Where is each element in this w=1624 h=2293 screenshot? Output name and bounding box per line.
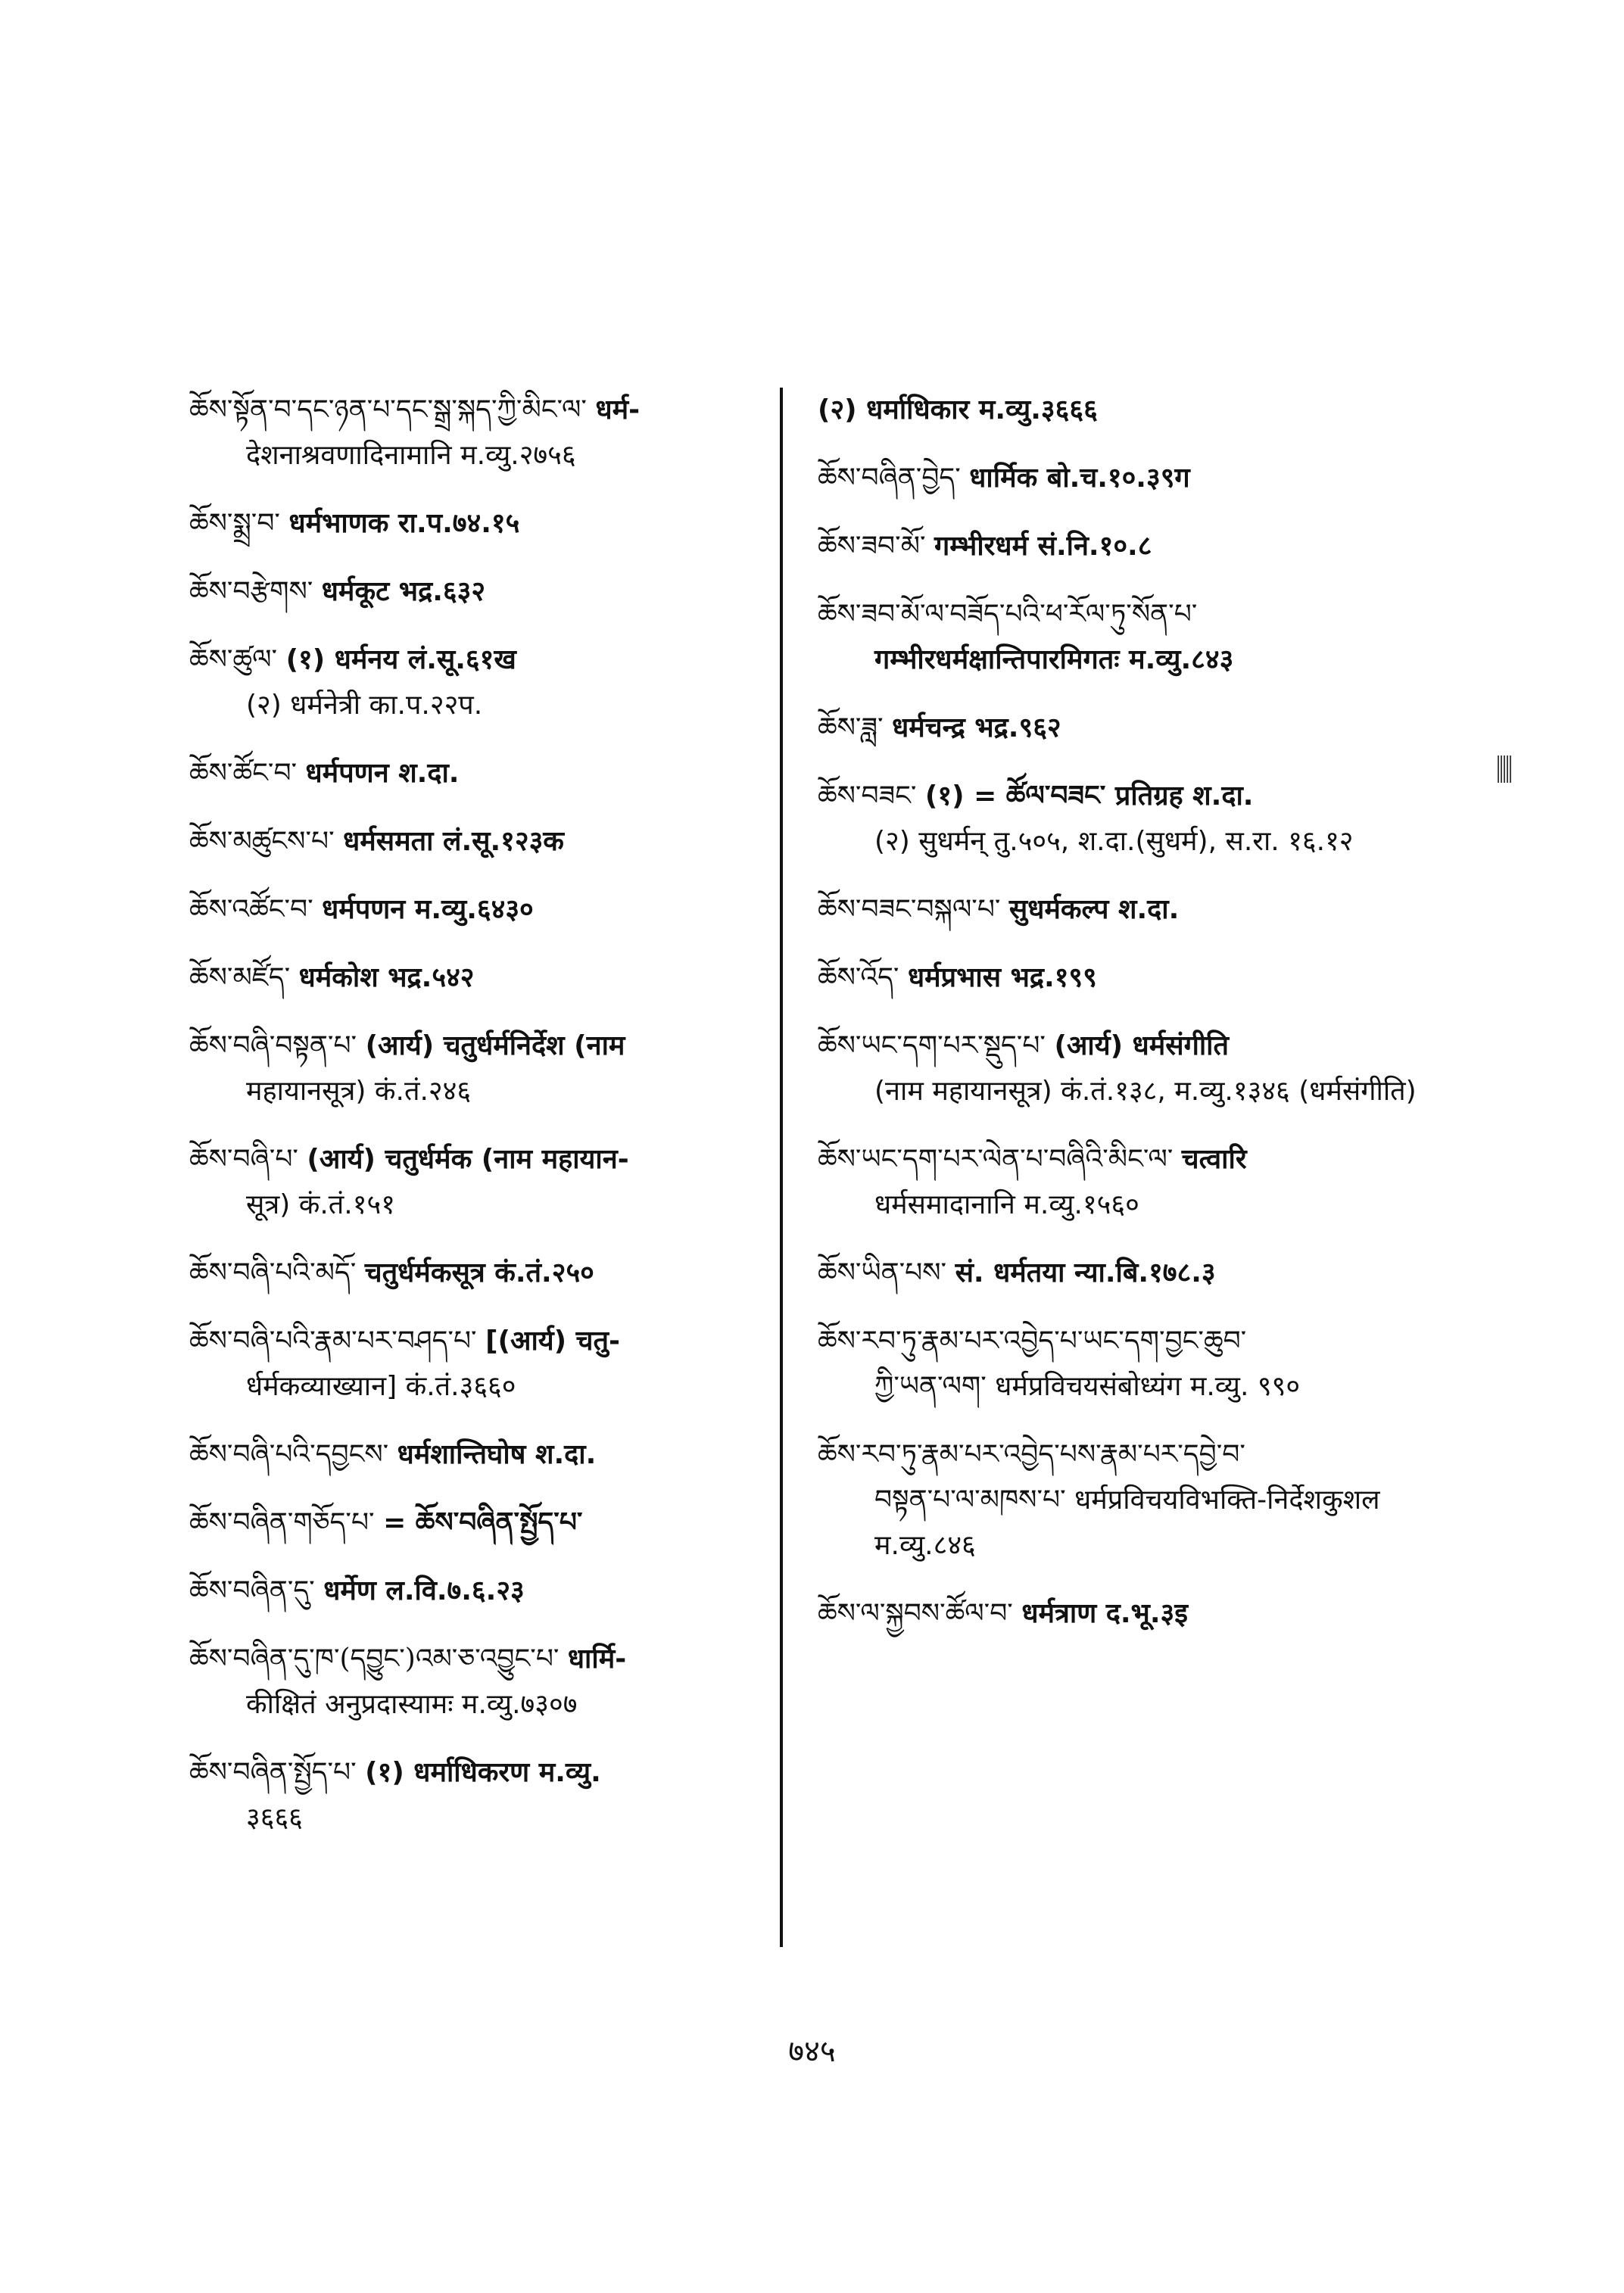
sanskrit-equivalent: चत्वारि: [1181, 1144, 1247, 1175]
dictionary-entry: [189, 1023, 795, 1114]
sanskrit-equivalent: (आर्य) धर्मसंगीति: [1054, 1030, 1230, 1061]
dictionary-entry: [818, 1251, 1439, 1296]
dictionary-entry: [189, 1137, 795, 1228]
dictionary-entry: [818, 774, 1439, 865]
dictionary-entry: [818, 592, 1439, 683]
tibetan-headword: ཆོས་ལ་སྐྱབས་ཚོལ་བ་: [818, 1598, 1013, 1629]
dictionary-entry: [818, 706, 1439, 751]
entry-continuation: देशनाश्रवणादिनामानि म.व्यु.२७५६: [246, 440, 576, 471]
sanskrit-equivalent: (१) धर्मनय लं.सू.६१ख: [285, 644, 516, 675]
entry-continuation: (नाम महायानसूत्र) कं.तं.१३८, म.व्यु.१३४६ (धर्मसंगीति): [874, 1076, 1417, 1107]
dictionary-entry: [189, 1251, 795, 1296]
tibetan-headword: ཆོས་རབ་ཏུ་རྣམ་པར་འབྱེད་པ་ཡང་དག་བྱང་ཆུབ་: [818, 1326, 1247, 1357]
entry-continuation: र्धर्मकव्याख्यान] कं.तं.३६६०: [246, 1371, 516, 1402]
dictionary-entry: [818, 388, 1439, 433]
sanskrit-equivalent: धर्मशान्तिघोष श.दा.: [397, 1439, 597, 1470]
entry-continuation: བསྟན་པ་ལ་མཁས་པ་ धर्मप्रविचयविभक्ति-निर्देशकुशल म.व्यु.८४६: [874, 1485, 1380, 1561]
tibetan-headword: ཆོས་ཡང་དག་པར་སྡུད་པ་: [818, 1030, 1046, 1061]
sanskrit-equivalent: (१) धर्माधिकरण म.व्यु.: [365, 1757, 601, 1788]
tibetan-headword: ཆོས་འཚོང་བ་: [189, 894, 313, 925]
dictionary-entry: [189, 637, 795, 728]
dictionary-entry: [189, 955, 795, 1001]
entry-continuation: कीक्षितं अनुप्रदास्यामः म.व्यु.७३०७: [246, 1689, 578, 1720]
tibetan-headword: ཆོས་ཟབ་མོ་: [818, 531, 926, 562]
sanskrit-equivalent: धार्मिक बो.च.१०.३९ग: [969, 463, 1190, 494]
tibetan-headword: ཆོས་བཞི་པའི་དབྱངས་: [189, 1439, 389, 1470]
sanskrit-equivalent: सुधर्मकल्प श.दा.: [1008, 894, 1180, 925]
sanskrit-equivalent: (१) = ཚོལ་བཟང་ प्रतिग्रह श.दा.: [924, 780, 1254, 812]
sanskrit-equivalent: धर्मेण ल.वि.७.६.२३: [323, 1575, 525, 1606]
column-divider: [780, 388, 783, 1947]
dictionary-entry: [189, 569, 795, 615]
dictionary-entry: [818, 1023, 1439, 1114]
tibetan-headword: ཆོས་བཞི་པའི་མདོ་: [189, 1257, 357, 1288]
left-column: [189, 388, 795, 1864]
tibetan-headword: ཆོས་བཞིན་དུ་ཁ་(དབྱུང་)འམ་ཅ་འབྱུང་པ་: [189, 1643, 560, 1675]
sanskrit-equivalent: धर्मभाणक रा.प.७४.१५: [288, 508, 520, 539]
tibetan-headword: ཆོས་བཞིན་དུ་: [189, 1575, 315, 1606]
dictionary-entry: [189, 1750, 795, 1841]
entry-continuation: महायानसूत्र) कं.तं.२४६: [246, 1076, 472, 1107]
tibetan-headword: ཆོས་བཞིན་བྱེད་: [818, 463, 961, 494]
entry-continuation: ཀྱི་ཡན་ལག་ धर्मप्रविचयसंबोध्यंग म.व्यु. ९९०: [874, 1371, 1301, 1402]
sanskrit-equivalent: (२) धर्माधिकार म.व्यु.३६६६: [818, 394, 1098, 425]
dictionary-entry: [189, 1500, 795, 1546]
tibetan-headword: ཆོས་མཚུངས་པ་: [189, 826, 335, 857]
dictionary-entry: [189, 1319, 795, 1410]
entry-continuation: सूत्र) कं.तं.१५१: [246, 1189, 395, 1220]
entry-continuation: (२) धर्मनेत्री का.प.२२प.: [246, 690, 483, 721]
sanskrit-equivalent: धर्मपणन म.व्यु.६४३०: [322, 894, 534, 925]
tibetan-headword: ཆོས་བཞིན་སྤྱོད་པ་: [189, 1757, 357, 1788]
right-column: [818, 388, 1439, 1659]
tibetan-headword: ཆོས་མཛོད་: [189, 962, 291, 993]
dictionary-entry: [818, 1319, 1439, 1410]
sanskrit-equivalent: धर्मकूट भद्र.६३२: [321, 576, 486, 607]
tibetan-headword: ཆོས་ཡིན་པས་: [818, 1257, 947, 1288]
dictionary-entry: [818, 1137, 1439, 1228]
sanskrit-equivalent: धार्मि-: [567, 1643, 627, 1675]
dictionary-entry: [818, 524, 1439, 569]
dictionary-entry: [189, 388, 795, 478]
tibetan-headword: ཆོས་སྨྲ་བ་: [189, 508, 280, 539]
tibetan-headword: ཆོས་བཞི་པ་: [189, 1144, 298, 1175]
sanskrit-equivalent: = ཆོས་བཞིན་སྤྱོད་པ་: [383, 1507, 583, 1538]
sanskrit-equivalent: चतुर्धर्मकसूत्र कं.तं.२५०: [364, 1257, 594, 1288]
entry-continuation: धर्मसमादानानि म.व्यु.१५६०: [874, 1189, 1139, 1220]
tibetan-headword: ཆོས་རབ་ཏུ་རྣམ་པར་འབྱེད་པས་རྣམ་པར་དབྱེ་བ་: [818, 1439, 1245, 1470]
tibetan-headword: ཆོས་འོད་: [818, 962, 899, 993]
tibetan-headword: ཆོས་བཞིན་གཅོད་པ་: [189, 1507, 375, 1538]
sanskrit-equivalent: सं. धर्मतया न्या.बि.१७८.३: [955, 1257, 1216, 1288]
sanskrit-equivalent: धर्म-: [595, 394, 641, 425]
dictionary-entry: [189, 501, 795, 547]
sanskrit-equivalent: धर्मसमता लं.सू.१२३क: [343, 826, 564, 857]
sanskrit-equivalent: धर्मप्रभास भद्र.१९९: [907, 962, 1097, 993]
sanskrit-equivalent: धर्मचन्द्र भद्र.९६२: [892, 712, 1061, 743]
sanskrit-equivalent: धर्मत्राण द.भू.३इ: [1021, 1598, 1188, 1629]
entry-continuation: (२) सुधर्मन् तु.५०५, श.दा.(सुधर्म), स.रा. १६.१२: [874, 826, 1354, 857]
tibetan-headword: ཆོས་སྟོན་བ་དང་ཉན་པ་དང་སྒྲ་སྐད་ཀྱི་མིང་ལ་: [189, 394, 587, 425]
dictionary-entry: [189, 1637, 795, 1728]
tibetan-headword: ཆོས་བཞི་བསྟན་པ་: [189, 1030, 357, 1061]
tibetan-headword: ཆོས་ཟླ་: [818, 712, 884, 743]
tibetan-headword: ཆོས་ཡང་དག་པར་ལེན་པ་བཞིའི་མིང་ལ་: [818, 1144, 1174, 1175]
sanskrit-equivalent: गम्भीरधर्म सं.नि.१०.८: [934, 531, 1152, 562]
sanskrit-equivalent: धर्मपणन श.दा.: [305, 758, 460, 789]
dictionary-entry: [818, 955, 1439, 1001]
sanskrit-equivalent: [(आर्य) चतु-: [485, 1326, 620, 1357]
tibetan-headword: ཆོས་བཟང་བསྐལ་པ་: [818, 894, 1001, 925]
dictionary-entry: [189, 1569, 795, 1614]
dictionary-entry: [818, 456, 1439, 501]
dictionary-entry: [818, 1591, 1439, 1637]
tibetan-headword: ཆོས་བཞི་པའི་རྣམ་པར་བཤད་པ་: [189, 1326, 477, 1357]
entry-continuation: गम्भीरधर्मक्षान्तिपारमिगतः म.व्यु.८४३: [874, 644, 1234, 675]
margin-mark: [1498, 756, 1511, 783]
tibetan-headword: ཆོས་བཟང་: [818, 780, 917, 812]
tibetan-headword: ཆོས་ཚོང་བ་: [189, 758, 298, 789]
dictionary-entry: [818, 887, 1439, 933]
tibetan-headword: ཆོས་ཟབ་མོ་ལ་བཟོད་པའི་ཕ་རོལ་ཏུ་སོན་པ་: [818, 599, 1198, 630]
dictionary-entry: [189, 887, 795, 933]
tibetan-headword: ཆོས་ཚུལ་: [189, 644, 278, 675]
sanskrit-equivalent: धर्मकोश भद्र.५४२: [298, 962, 475, 993]
dictionary-entry: [189, 751, 795, 796]
sanskrit-equivalent: (आर्य) चतुर्धर्मक (नाम महायान-: [307, 1144, 629, 1175]
tibetan-headword: ཆོས་བརྩེགས་: [189, 576, 313, 607]
dictionary-entry: [189, 1432, 795, 1478]
page-number: ७४५: [788, 2034, 836, 2069]
dictionary-entry: [189, 819, 795, 865]
sanskrit-equivalent: (आर्य) चतुर्धर्मनिर्देश (नाम: [365, 1030, 625, 1061]
entry-continuation: ३६६६: [246, 1802, 303, 1833]
dictionary-entry: [818, 1432, 1439, 1569]
